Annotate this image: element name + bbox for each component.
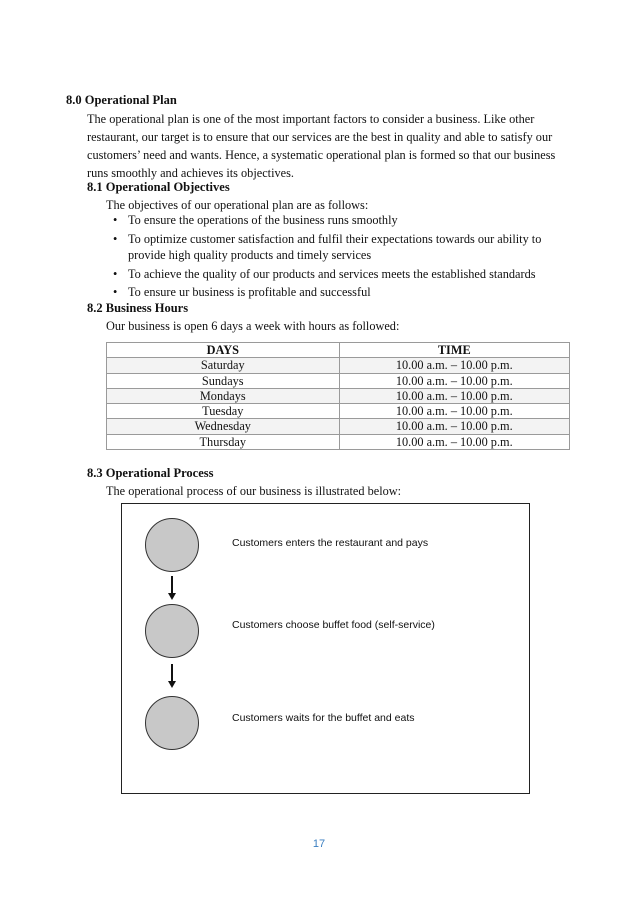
table-header-row [107, 343, 570, 358]
page-number: 17 [312, 838, 326, 850]
table-cell-day: Sundays [107, 373, 340, 388]
section-8-1-title: 8.1 Operational Objectives [87, 180, 230, 194]
table-row [107, 358, 570, 373]
table-row [107, 373, 570, 388]
table-cell-time: 10.00 a.m. – 10.00 p.m. [339, 419, 569, 434]
table-row [107, 388, 570, 403]
step-2-circle [145, 604, 199, 658]
list-item: • To achieve the quality of our products and services meets the established standards [106, 266, 561, 283]
section-8-3-title: 8.3 Operational Process [87, 466, 214, 480]
table-cell-day: Tuesday [107, 404, 340, 419]
table-cell-day: Saturday [107, 358, 340, 373]
table-cell-day: Mondays [107, 388, 340, 403]
section-8-2-intro: Our business is open 6 days a week with hours as followed: [106, 319, 400, 333]
section-8-2-title: 8.2 Business Hours [87, 301, 189, 315]
table-cell-time: 10.00 a.m. – 10.00 p.m. [339, 373, 569, 388]
section-8-3-intro: The operational process of our business is illustrated below: [106, 484, 402, 498]
table-cell-time: 10.00 a.m. – 10.00 p.m. [339, 404, 569, 419]
step-1-label: Customers enters the restaurant and pays [232, 537, 429, 549]
list-item: • To optimize customer satisfaction and fulfil their expectations towards our ability to provide high quality products and timely services [106, 231, 561, 264]
business-hours-table [106, 342, 570, 450]
table-header-time: TIME [339, 343, 569, 358]
table-row [107, 419, 570, 434]
table-cell-time: 10.00 a.m. – 10.00 p.m. [339, 388, 569, 403]
objectives-list [106, 212, 561, 303]
table-header-days: DAYS [107, 343, 340, 358]
section-8-0-title: 8.0 Operational Plan [66, 93, 177, 107]
step-2-label: Customers choose buffet food (self-service) [232, 619, 435, 631]
arrow-2-line [171, 664, 173, 682]
arrow-down-icon [168, 593, 176, 600]
step-3-circle [145, 696, 199, 750]
section-8-0-text: The operational plan is one of the most important factors to consider a business. Like other restaurant, our target is to ensure that our services are the best in quality and able to satisfy our customers’ need and wants. Hence, a systematic operational plan is formed so that our business runs smoothly and achieves its objectives. [87, 112, 556, 180]
step-3-label: Customers waits for the buffet and eats [232, 712, 415, 724]
section-8-1-intro: The objectives of our operational plan are as follows: [106, 198, 369, 212]
step-1-circle [145, 518, 199, 572]
arrow-1-line [171, 576, 173, 594]
table-row [107, 434, 570, 449]
process-flowchart [121, 503, 530, 794]
table-cell-day: Wednesday [107, 419, 340, 434]
list-item: • To ensure the operations of the business runs smoothly [106, 212, 561, 229]
list-item: • To ensure ur business is profitable and successful [106, 284, 561, 301]
table-row [107, 404, 570, 419]
arrow-down-icon [168, 681, 176, 688]
table-cell-time: 10.00 a.m. – 10.00 p.m. [339, 358, 569, 373]
table-cell-day: Thursday [107, 434, 340, 449]
table-cell-time: 10.00 a.m. – 10.00 p.m. [339, 434, 569, 449]
